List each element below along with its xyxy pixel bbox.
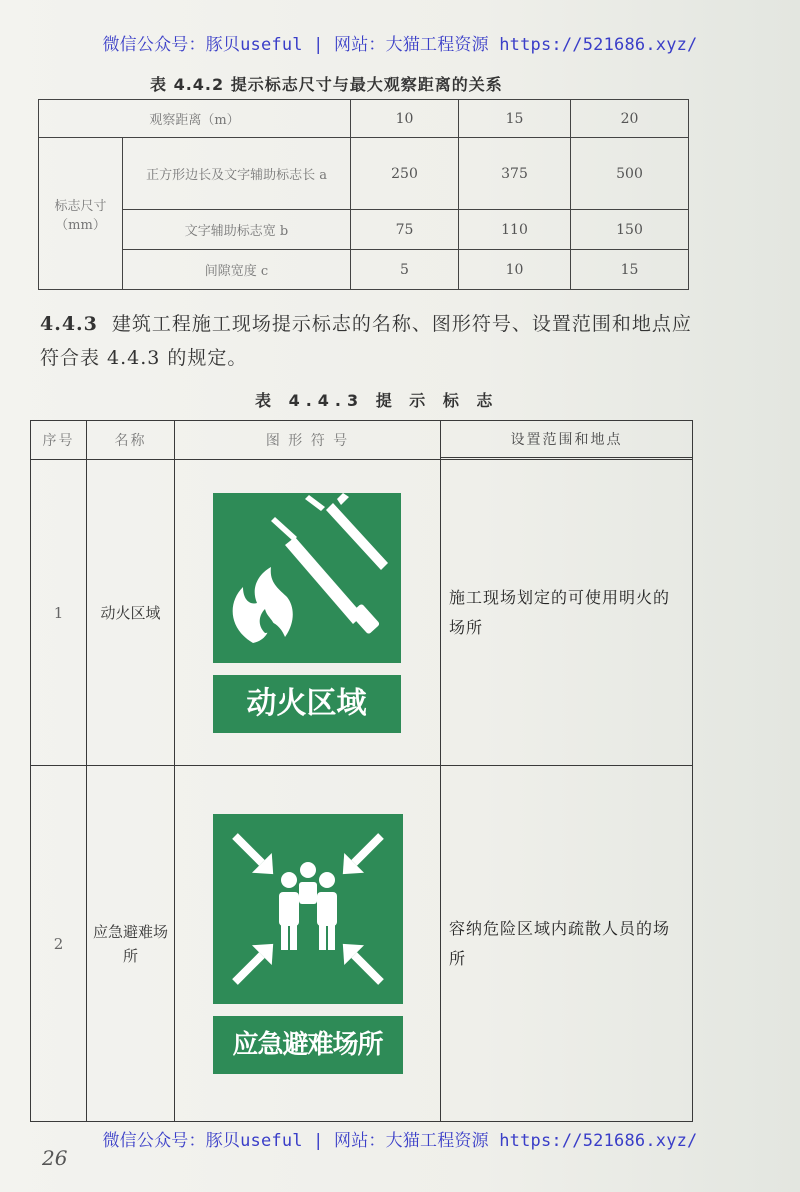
row-label: 文字辅助标志宽 b [123, 210, 351, 250]
table-4-4-2-caption: 表 4.4.2 提示标志尺寸与最大观察距离的关系 [150, 75, 503, 94]
assembly-point-icon [213, 814, 403, 1004]
row-place: 容纳危险区域内疏散人员的场所 [441, 766, 693, 1122]
cell-value: 250 [351, 138, 459, 210]
page-number: 26 [42, 1146, 68, 1170]
distance-value: 20 [571, 100, 689, 138]
watermark-top: 微信公众号：豚贝useful | 网站：大猫工程资源 https://521686.xyz/ [102, 35, 698, 55]
cell-value: 500 [571, 138, 689, 210]
header-place-label: 设置范围和地点 [441, 421, 692, 458]
sign-cell [175, 766, 441, 1122]
cell-value: 10 [459, 250, 571, 290]
table-4-4-3-caption: 表 4.4.3 提 示 标 志 [255, 391, 499, 410]
clause-4-4-3 [40, 307, 695, 375]
hot-work-icon [213, 493, 401, 663]
hot-work-sign [213, 493, 403, 733]
hot-work-sign-label: 动火区域 [213, 675, 401, 733]
emergency-shelter-sign-label: 应急避难场所 [213, 1016, 403, 1074]
cell-value: 5 [351, 250, 459, 290]
row-no: 2 [31, 766, 87, 1122]
table-4-4-3 [30, 420, 693, 1122]
row-place: 施工现场划定的可使用明火的场所 [441, 460, 693, 766]
cell-value: 150 [571, 210, 689, 250]
cell-value: 110 [459, 210, 571, 250]
cell-value: 375 [459, 138, 571, 210]
row-name: 动火区域 [87, 460, 175, 766]
watermark-bottom: 微信公众号：豚贝useful | 网站：大猫工程资源 https://521686.xyz/ [102, 1131, 698, 1151]
header-place [441, 421, 693, 460]
clause-text: 建筑工程施工现场提示标志的名称、图形符号、设置范围和地点应符合表 4.4.3 的规定。 [40, 313, 692, 369]
row-name: 应急避难场所 [87, 766, 175, 1122]
size-group-label: 标志尺寸（mm） [39, 138, 123, 290]
cell-value: 15 [571, 250, 689, 290]
row-label: 间隙宽度 c [123, 250, 351, 290]
clause-number: 4.4.3 [40, 313, 98, 335]
distance-label: 观察距离（m） [39, 100, 351, 138]
emergency-shelter-sign [213, 814, 403, 1074]
row-no: 1 [31, 460, 87, 766]
header-symbol: 图 形 符 号 [175, 421, 441, 460]
cell-value: 75 [351, 210, 459, 250]
sign-cell [175, 460, 441, 766]
distance-value: 15 [459, 100, 571, 138]
table-4-4-2 [38, 99, 689, 290]
row-label: 正方形边长及文字辅助标志长 a [123, 138, 351, 210]
distance-value: 10 [351, 100, 459, 138]
header-name: 名称 [87, 421, 175, 460]
header-no: 序号 [31, 421, 87, 460]
